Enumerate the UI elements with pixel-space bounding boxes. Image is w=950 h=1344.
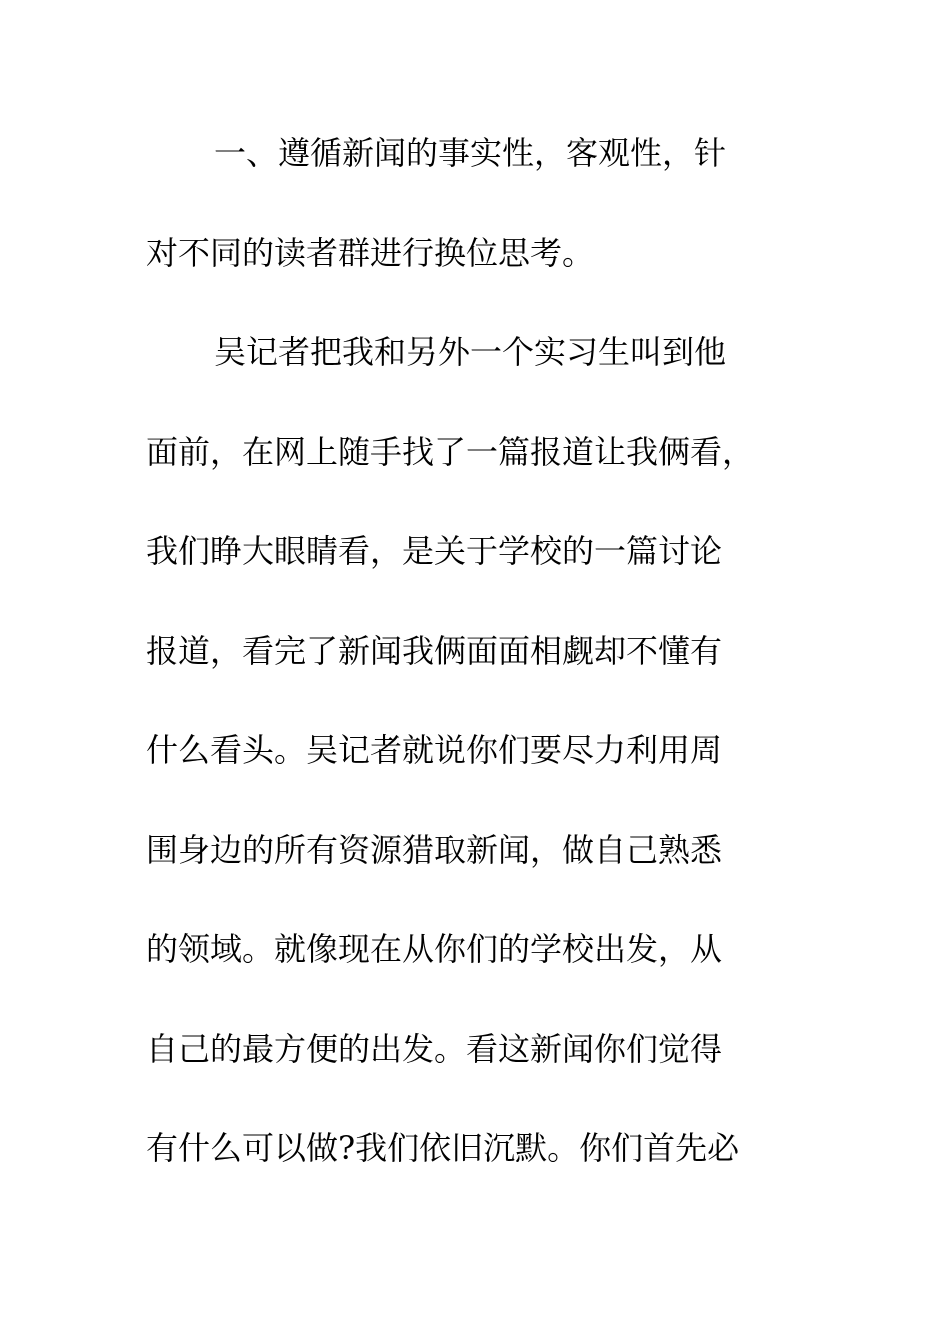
paragraph-line: 面前，在网上随手找了一篇报道让我俩看， <box>146 432 755 471</box>
paragraph-line: 的领域。就像现在从你们的学校出发，从 <box>146 930 723 968</box>
paragraph-line: 吴记者把我和另外一个实习生叫到他 <box>214 333 727 371</box>
paragraph-line: 报道，看完了新闻我俩面面相觑却不懂有 <box>146 631 723 670</box>
paragraph-line: 什么看头。吴记者就说你们要尽力利用周 <box>146 731 723 769</box>
paragraph-line: 我们睁大眼睛看，是关于学校的一篇讨论 <box>146 532 723 570</box>
paragraph-line: 围身边的所有资源猎取新闻，做自己熟悉 <box>146 830 723 869</box>
paragraph-line: 一、遵循新闻的事实性，客观性，针 <box>214 134 727 172</box>
paragraph-line: 自己的最方便的出发。看这新闻你们觉得 <box>146 1029 723 1068</box>
paragraph-line: 对不同的读者群进行换位思考。 <box>146 233 595 272</box>
paragraph-line: 有什么可以做?我们依旧沉默。你们首先必 <box>146 1129 740 1167</box>
body-text <box>146 124 806 1219</box>
